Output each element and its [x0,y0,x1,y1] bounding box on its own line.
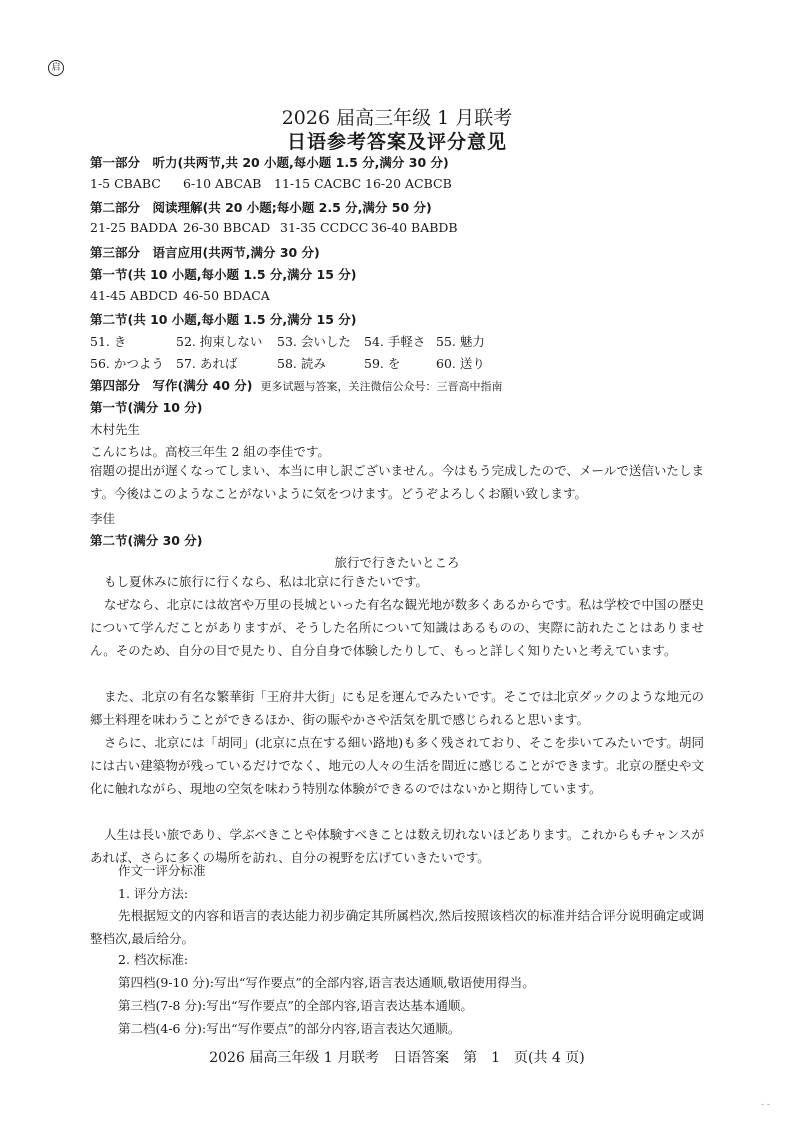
part4-heading-row [90,376,503,394]
letter-salutation: 木村先生 [90,422,141,437]
answer-group: 6-10 ABCAB [183,176,262,191]
criteria-levels-label: 2. 档次标准: [118,952,189,967]
seal-badge: 启 [48,60,64,76]
answer-group: 16-20 ACBCB [365,176,452,191]
answer-group: 1-5 CBABC [90,176,161,191]
essay-title: 旅行で行きたいところ [334,555,460,570]
part4-section1-heading: 第一节(满分 10 分) [90,400,203,415]
part3-section2-heading: 第二节(共 10 小题,每小题 1.5 分,满分 15 分) [90,312,357,327]
essay-paragraph: 人生は長い旅であり、学ぶべきことや体験すべきことは数え切れないほどあります。これからもチャンスがあれば、さらに多くの場所を訪れ、自分の視野を広げていきたいです。 [90,827,704,865]
answer-group: 46-50 BDACA [183,288,270,303]
letter-greeting: こんにちは。高校三年生 2 組の李佳です。 [90,444,330,459]
essay-paragraph: なぜなら、北京には故宮や万里の長城といった有名な観光地が数多くあるからです。私は学校で中国の歴史について学んだことがありますが、そうした名所について知識はあるものの、実際に訪れたことはありません。そのため、自分の目で見たり、自分自身で体験したりして、もっと詳しく知りたいと考えています。 [90,597,704,658]
answer-group: 31-35 CCDCC [280,220,369,235]
criteria-level: 第二档(4-6 分):写出“写作要点”的部分内容,语言表达欠通顺。 [118,1021,461,1036]
part1-heading: 第一部分 听力(共两节,共 20 小题,每小题 1.5 分,满分 30 分) [90,155,449,170]
criteria-level: 第四档(9-10 分):写出“写作要点”的全部内容,语言表达通顺,敬语使用得当。 [118,975,535,990]
answer-item: 60. 送り [436,356,485,371]
page-footer: 2026 届高三年级 1 月联考 日语答案 第 1 页(共 4 页) [209,1050,585,1066]
answer-group: 41-45 ABDCD [90,288,178,303]
part4-section2-heading: 第二节(满分 30 分) [90,533,203,548]
answer-item: 58. 読み [277,356,326,371]
answer-group: 11-15 CACBC [274,176,362,191]
essay-paragraph: さらに、北京には「胡同」(北京に点在する細い路地)も多く残されており、そこを歩いてみたいです。胡同には古い建築物が残っているだけでなく、地元の人々の生活を間近に感じることができます。北京の歴史や文化に触れながら、現地の空気を味わう特別な体験ができるのではないかと期待しています。 [90,735,704,796]
answer-item: 54. 手軽さ [364,334,426,349]
part3-heading: 第三部分 语言应用(共两节,满分 30 分) [90,245,320,260]
answer-item: 59. を [364,356,401,371]
answer-group: 26-30 BBCAD [183,220,271,235]
answer-item: 53. 会いした [277,334,351,349]
corner-mark: - - [761,1100,770,1110]
answer-item: 57. あれば [176,356,238,371]
criteria-title: 作文一评分标准 [118,863,206,878]
part2-heading: 第二部分 阅读理解(共 20 小题;每小题 2.5 分,满分 50 分) [90,200,432,215]
answer-item: 56. かつよう [90,356,164,371]
part4-heading: 第四部分 写作(满分 40 分) [90,378,253,393]
part3-section1-heading: 第一节(共 10 小题,每小题 1.5 分,满分 15 分) [90,267,357,282]
essay-paragraph: もし夏休みに旅行に行くなら、私は北京に行きたいです。 [104,574,429,589]
criteria-method-label: 1. 评分方法: [118,886,189,901]
answer-group: 21-25 BADDA [90,220,178,235]
answer-item: 52. 拘束しない [176,334,263,349]
answer-item: 55. 魅力 [436,334,485,349]
answer-item: 51. き [90,334,127,349]
letter-signature: 李佳 [90,511,116,526]
criteria-level: 第三档(7-8 分):写出“写作要点”的全部内容,语言表达基本通顺。 [118,998,473,1013]
criteria-method-text: 先根据短文的内容和语言的表达能力初步确定其所属档次,然后按照该档次的标准并结合评分说明确定或调整档次,最后给分。 [90,908,704,946]
letter-body: 宿題の提出が遅くなってしまい、本当に申し訳ございません。今はもう完成したので、メールで送信いたします。今後はこのようなことがないように気をつけます。どうぞよろしくお願い致します。 [90,463,704,501]
essay-paragraph: また、北京の有名な繁華街「王府井大街」にも足を運んでみたいです。そこでは北京ダックのような地元の郷土料理を味わうことができるほか、街の賑やかさや活気を肌で感じられると思います。 [90,689,704,727]
answer-group: 36-40 BABDB [371,220,458,235]
promo-note: 更多试题与答案，关注微信公众号：三晋高中指南 [260,380,503,393]
document-title: 日语参考答案及评分意见 [286,131,507,153]
exam-title: 2026 届高三年级 1 月联考 [281,107,513,129]
